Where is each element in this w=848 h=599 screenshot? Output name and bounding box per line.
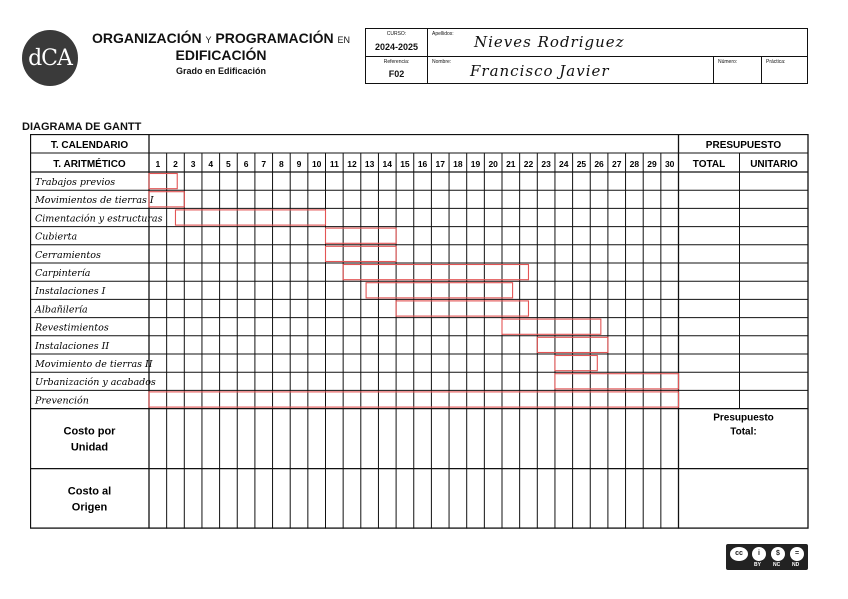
practica-cell[interactable] [762,57,807,83]
day-number: 12 [347,159,357,169]
task-label: Prevención [35,395,89,407]
numero-label: Número: [718,59,738,65]
day-number: 18 [453,159,463,169]
task-label: Trabajos previos [35,177,116,188]
day-number: 10 [311,159,322,169]
day-number: 25 [576,159,587,169]
day-number: 11 [329,159,339,169]
nombre-cell[interactable] [428,57,714,83]
day-number: 23 [541,159,551,169]
day-number: 22 [523,159,534,169]
task-label: Instalaciones II [35,340,110,352]
day-number: 6 [243,159,249,169]
gantt-bar [343,265,528,280]
cc-icon: cc [730,547,748,561]
day-number: 13 [364,159,375,169]
school-logo: dCA [22,30,78,86]
task-label: Cubierta [35,231,78,243]
cc-license-badge [726,544,808,570]
day-number: 19 [470,159,481,169]
gantt-bar [396,301,528,316]
gantt-bar [149,174,177,189]
gantt-bar [502,319,601,334]
presupuesto-total-line2: Total: [730,426,757,438]
day-number: 3 [190,159,196,169]
day-number: 17 [435,159,445,169]
title-line1b: PROGRAMACIÓN [215,30,334,46]
day-number: 5 [226,159,231,169]
header-t-calendario: T. CALENDARIO [50,140,129,151]
referencia-cell [366,57,428,83]
referencia-label: Referencia: [383,59,410,65]
task-label: Carpintería [35,268,91,279]
task-label: Movimientos de tierras I [35,195,154,207]
day-number: 1 [155,159,161,169]
nc-icon: $ [771,547,785,561]
numero-cell[interactable] [714,57,762,83]
gantt-chart [30,134,810,538]
referencia-value: F02 [388,69,405,79]
header-presupuesto: PRESUPUESTO [705,140,782,151]
task-label: Urbanización y acabados [35,377,156,389]
apellidos-label: Apellidos: [432,31,454,37]
apellidos-value: Nieves Rodriguez [474,33,625,51]
task-label: Instalaciones I [35,286,106,298]
day-number: 29 [647,159,657,169]
nd-icon: = [790,547,804,561]
day-number: 14 [382,159,393,169]
day-number: 20 [488,159,498,169]
task-label: Cerramientos [35,249,101,261]
nombre-value: Francisco Javier [470,62,610,80]
curso-cell [366,29,428,57]
day-number: 26 [594,159,604,169]
gantt-bar [366,283,512,298]
by-label: BY [754,562,761,568]
task-label: Movimiento de tierras II [35,359,153,370]
day-number: 7 [261,159,267,169]
title-line1: ORGANIZACIÓN [91,30,202,46]
task-label: Cimentación y estructuras [35,213,163,225]
curso-value: 2024-2025 [374,42,419,52]
nd-label: ND [792,562,800,568]
day-number: 16 [417,159,428,169]
gantt-bar [555,374,679,389]
student-info-box [365,28,808,84]
gantt-title: DIAGRAMA DE GANTT [22,121,142,133]
title-en: EN [337,35,351,45]
day-number: 28 [629,159,640,169]
nombre-label: Nombre: [432,59,452,65]
day-number: 9 [296,159,302,169]
costo-origen-line1: Costo al [67,485,112,498]
gantt-bar [175,210,325,225]
title-y: Y [205,35,212,45]
header-total: TOTAL [692,159,726,170]
day-number: 24 [559,159,569,169]
task-label: Albañilería [35,304,88,316]
day-number: 27 [611,159,622,169]
day-number: 2 [173,159,178,169]
practica-label: Práctica: [766,59,786,65]
apellidos-cell[interactable] [428,29,807,57]
day-number: 15 [400,159,410,169]
course-title [86,30,356,76]
day-number: 21 [506,159,516,169]
header-t-aritmetico: T. ARITMÉTICO [53,159,126,170]
day-number: 8 [279,159,284,169]
nc-label: NC [773,562,781,568]
by-icon: i [752,547,766,561]
day-number: 30 [664,159,675,169]
gantt-bar [555,356,597,371]
presupuesto-total-line1: Presupuesto [713,412,774,424]
title-line2: EDIFICACIÓN [175,47,267,63]
costo-origen-line2: Origen [71,501,108,514]
curso-label: CURSO: [386,31,407,37]
subtitle: Grado en Edificación [175,66,267,76]
costo-unidad-line2: Unidad [70,441,109,454]
header-unitario: UNITARIO [750,159,798,170]
costo-unidad-line1: Costo por [63,425,116,438]
day-number: 4 [208,159,214,169]
task-label: Revestimientos [35,322,109,334]
